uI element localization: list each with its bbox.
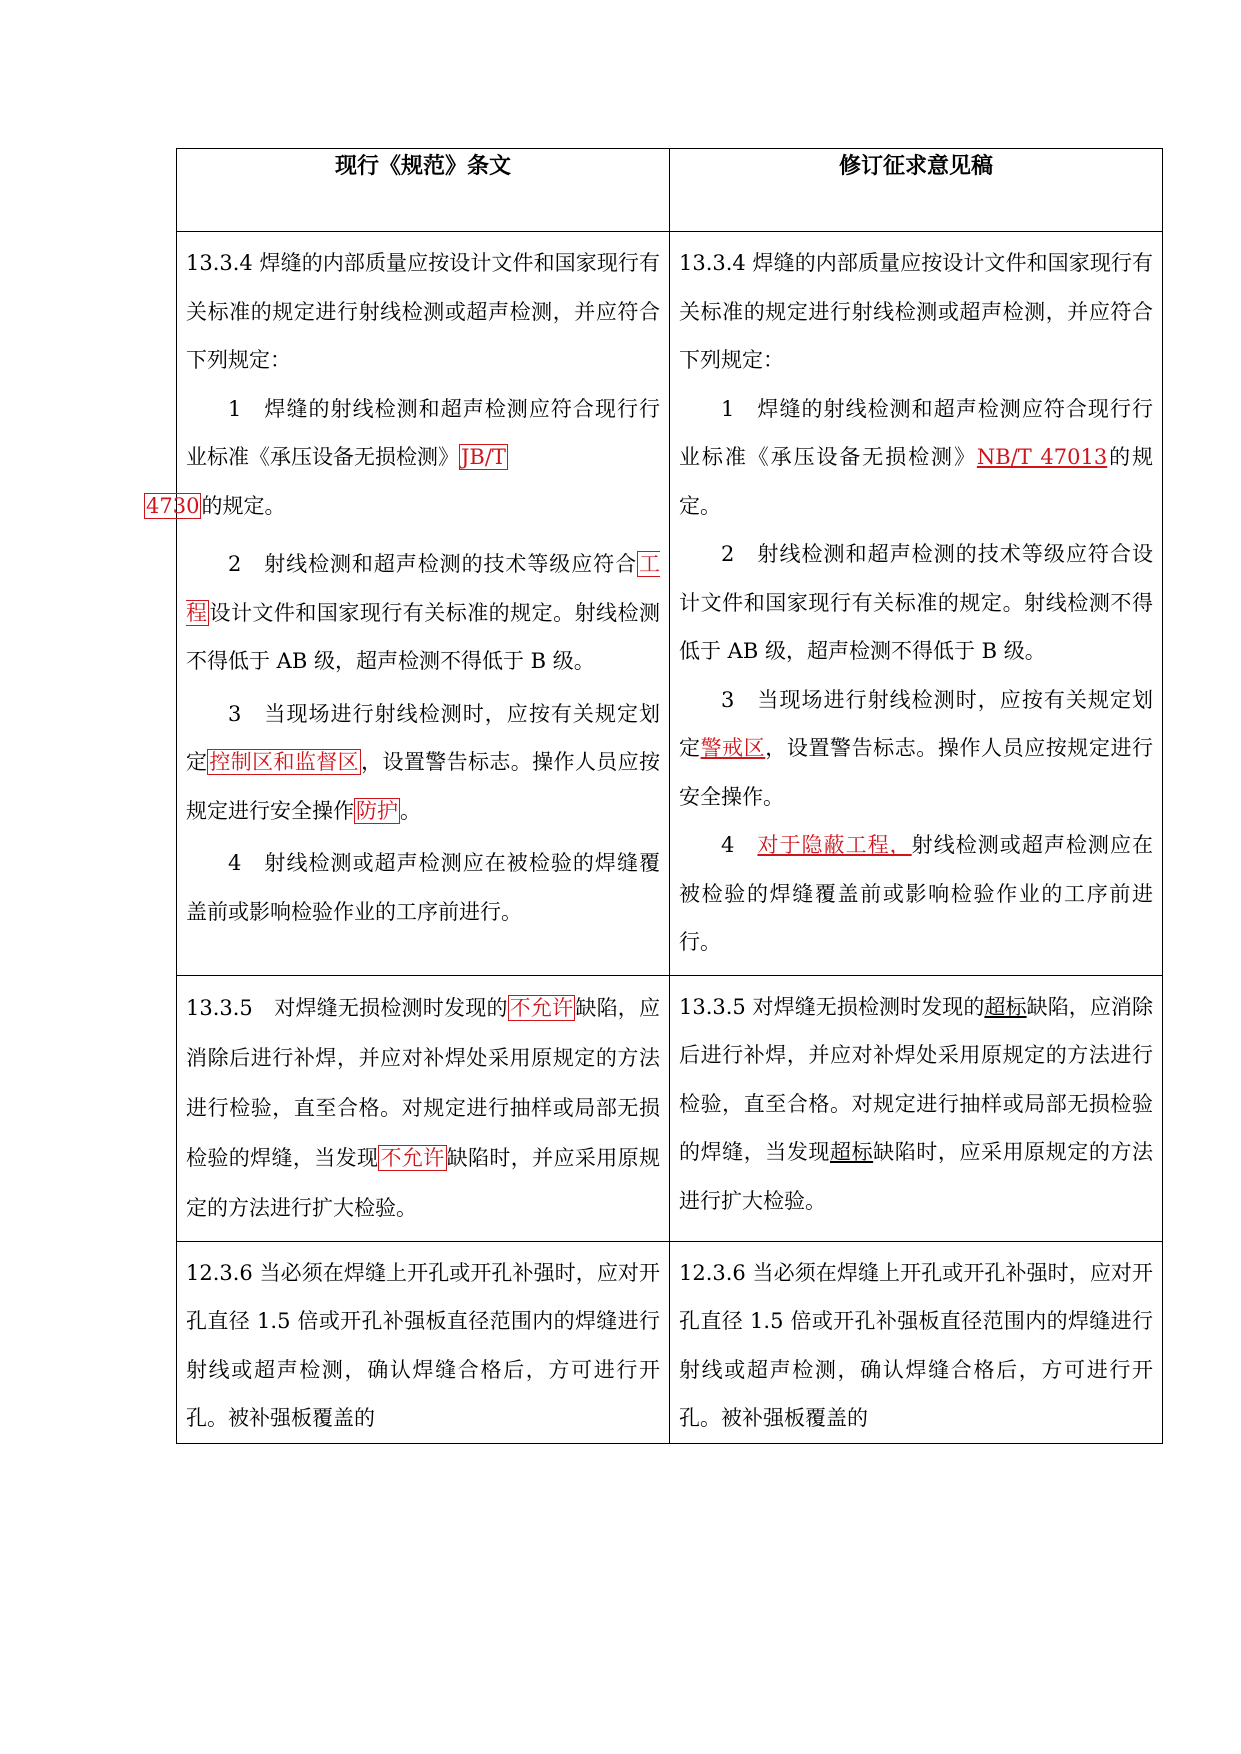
- changed-text-mark: JB/T: [461, 445, 506, 469]
- clause-12-3-6-revised: 12.3.6 当必须在焊缝上开孔或开孔补强时，应对开孔直径 1.5 倍或开孔补强板直径范围内的焊缝进行射线或超声检测，确认焊缝合格后，方可进行开孔。被补强板覆盖的: [670, 1241, 1163, 1443]
- changed-text-mark: 不允许: [380, 1145, 445, 1170]
- clause-intro: 13.3.4 焊缝的内部质量应按设计文件和国家现行有关标准的规定进行射线检测或超声检测，并应符合下列规定：: [679, 251, 1153, 372]
- clause-12-3-6-current: 12.3.6 当必须在焊缝上开孔或开孔补强时，应对开孔直径 1.5 倍或开孔补强板直径范围内的焊缝进行射线或超声检测，确认焊缝合格后，方可进行开孔。被补强板覆盖的: [177, 1241, 670, 1443]
- item-text: 3 当现场进行射线检测时，应按有关规定划定: [679, 687, 1153, 760]
- changed-text-mark: 防护: [356, 798, 398, 823]
- changed-text-mark: 工程: [186, 552, 660, 625]
- item-text: 13.3.5 对焊缝无损检测时发现的: [679, 994, 985, 1019]
- clause-item-2: [186, 540, 660, 686]
- revised-text-mark: 超标: [984, 994, 1027, 1019]
- clause-13-3-5-revised: [670, 975, 1163, 1241]
- item-text: 的规定。: [201, 493, 286, 518]
- header-revised-draft: 修订征求意见稿: [670, 149, 1163, 232]
- changed-text-mark: 不允许: [509, 995, 574, 1020]
- item-text: 射线检测或超声检测应在被检验的焊缝覆盖前或影响检验作业的工序前进行。: [679, 833, 1153, 954]
- changed-text-mark: 4730: [146, 493, 200, 518]
- item-text: 13.3.5 对焊缝无损检测时发现的: [186, 995, 508, 1020]
- clause-item-1: [679, 385, 1153, 531]
- revised-text-mark: 警戒区: [700, 736, 766, 760]
- table-row: [177, 232, 1163, 976]
- header-current-clause: 现行《规范》条文: [177, 149, 670, 232]
- clause-text: [679, 983, 1153, 1226]
- item-text: 缺陷时，应采用原规定的方法进行扩大检验。: [679, 1140, 1154, 1213]
- item-text: 4: [721, 833, 758, 857]
- clause-item-3: [186, 690, 660, 836]
- revised-text-mark: 对于隐蔽工程，: [757, 833, 912, 857]
- clause-13-3-4-current: [146, 232, 670, 976]
- clause-13-3-5-current: [177, 975, 670, 1241]
- clause-item-2: 2 射线检测和超声检测的技术等级应符合设计文件和国家现行有关标准的规定。射线检测不得低于 AB 级，超声检测不得低于 B 级。: [679, 542, 1153, 663]
- item-text: 1 焊缝的射线检测和超声检测应符合现行行业标准《承压设备无损检测》: [679, 396, 1153, 469]
- changed-text-mark: 控制区和监督区: [209, 750, 360, 774]
- comparison-table: [146, 148, 1163, 1444]
- item-text: ，设置警告标志。操作人员应按规定进行安全操作。: [679, 736, 1154, 809]
- clause-item-1: [146, 385, 660, 531]
- item-text: 1 焊缝的射线检测和超声检测应符合现行行业标准《承压设备无损检测》: [186, 396, 660, 469]
- revised-text-mark: NB/T 47013: [976, 445, 1108, 469]
- item-text: 缺陷，应消除后进行补焊，并应对补焊处采用原规定的方法进行检验，直至合格。对规定进行抽样或局部无损检验的焊缝，当发现: [679, 994, 1154, 1164]
- item-text: 。: [400, 798, 421, 823]
- table-row: [177, 975, 1163, 1241]
- item-text: 设计文件和国家现行有关标准的规定。射线检测不得低于 AB 级，超声检测不得低于 B 级。: [186, 600, 661, 673]
- clause-text: [186, 983, 660, 1233]
- item-text: 缺陷，应消除后进行补焊，并应对补焊处采用原规定的方法进行检验，直至合格。对规定进行抽样或局部无损检验的焊缝，当发现: [186, 995, 661, 1170]
- item-text: 3 当现场进行射线检测时，应按有关规定划定: [186, 701, 660, 774]
- clause-13-3-4-revised: [670, 232, 1163, 976]
- revised-text-mark: 超标: [830, 1140, 874, 1164]
- item-text: ，设置警告标志。操作人员应按规定进行安全操作: [186, 750, 661, 823]
- item-text: 缺陷时，并应采用原规定的方法进行扩大检验。: [186, 1145, 661, 1220]
- clause-item-4: 4 射线检测或超声检测应在被检验的焊缝覆盖前或影响检验作业的工序前进行。: [186, 851, 660, 924]
- item-text: 2 射线检测和超声检测的技术等级应符合: [228, 552, 637, 576]
- clause-item-3: [679, 676, 1153, 822]
- table-header-row: [177, 149, 1163, 232]
- table-row: [177, 1241, 1163, 1443]
- item-text: 的规定。: [679, 445, 1154, 518]
- clause-item-4: [679, 821, 1153, 967]
- clause-intro: 13.3.4 焊缝的内部质量应按设计文件和国家现行有关标准的规定进行射线检测或超声检测，并应符合下列规定：: [186, 251, 660, 372]
